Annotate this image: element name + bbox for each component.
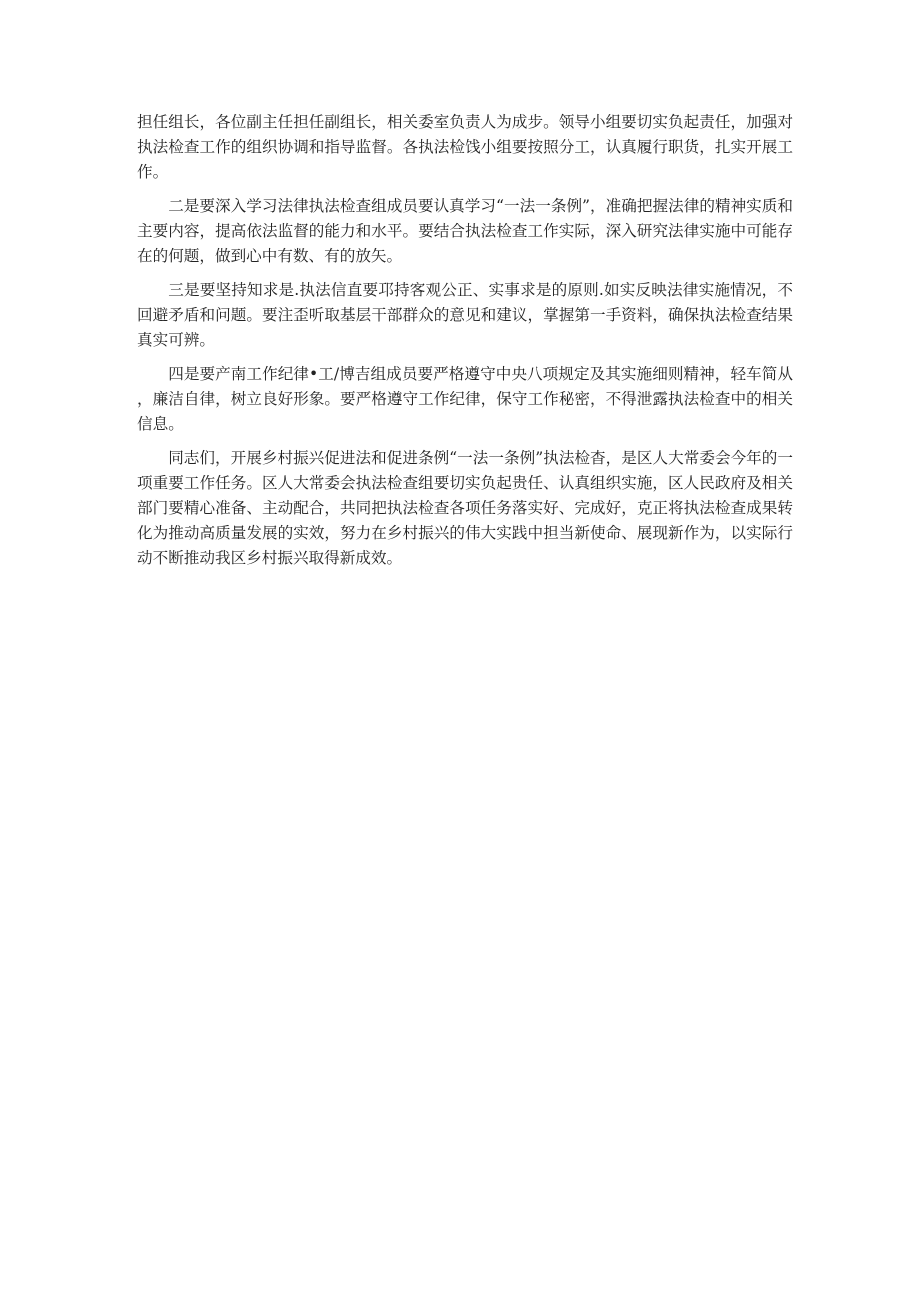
paragraph-2-line-2: 精神实质和主要内容，提高依法监督的能力和水平。要结合执法检查工作实际，深入研 [137,197,793,240]
paragraph-3-line-1: 三是要坚持知求是.执法信直要邛持客观公正、实事求是的原则.如实反映法律实施 [168,281,731,299]
paragraph-4-line-3: 执法检查中的相关信息。 [137,390,793,433]
paragraph-1-line-3: 货，扎实开展工作。 [137,138,793,181]
paragraph-5-line-1: 同志们，开展乡村振兴促进法和促进条例“一法一条例”执法检杳，是区人大常委 [168,449,715,467]
document-body [137,110,793,580]
paragraph-1-line-1: 担任组长，各位副主任担任副组长，相关委室负责人为成步。领导小组要切实负起责任， [137,113,747,131]
paragraph-4-line-1: 四是要产南工作纪律•工/博吉组成员要严格遵守中央八项规定及其实施细则精神， [168,365,731,383]
paragraph-1 [137,110,793,185]
paragraph-5-line-4: 好，克正将执法检查成果转化为推动高质量发展的实效，努力在乡村振兴的伟大实践中 [137,499,793,542]
paragraph-5-line-2: 会今年的一项重要工作任务。区人大常委会执法检查组要切实负起贵任、认真组织实施， [137,449,793,492]
paragraph-5-line-5: 担当新使命、展现新作为，以实际行动不断推动我区乡村振兴取得新成效。 [137,524,793,567]
paragraph-4 [137,362,793,437]
paragraph-2-line-1: 二是要深入学习法律执法检查组成员要认真学习“一法一条例”，准确把握法律的 [168,197,715,215]
paragraph-3-line-3: 确保执法检查结果真实可辨。 [137,306,793,349]
paragraph-2-line-3: 究法律实施中可能存在的何题，做到心中有数、有的放矢。 [137,222,793,265]
paragraph-3-line-2: 情况，不回避矛盾和问题。要注歪听取基层干部群众的意见和建议，掌握第一手资料， [137,281,793,324]
paragraph-3 [137,278,793,353]
paragraph-2 [137,194,793,269]
paragraph-5 [137,446,793,571]
paragraph-5-line-3: 区人民政府及相关部门要精心准备、主动配合，共同把执法检查各项任务落实好、完成 [137,474,793,517]
paragraph-4-line-2: 轻车简从，廉洁自律，树立良好形象。要严格遵守工作纪律，保守工作秘密，不得泄露 [137,365,793,408]
paragraph-1-line-2: 加强对执法检查工作的组织协调和指导监督。各执法检饯小组要按照分工，认真履行职 [137,113,793,156]
